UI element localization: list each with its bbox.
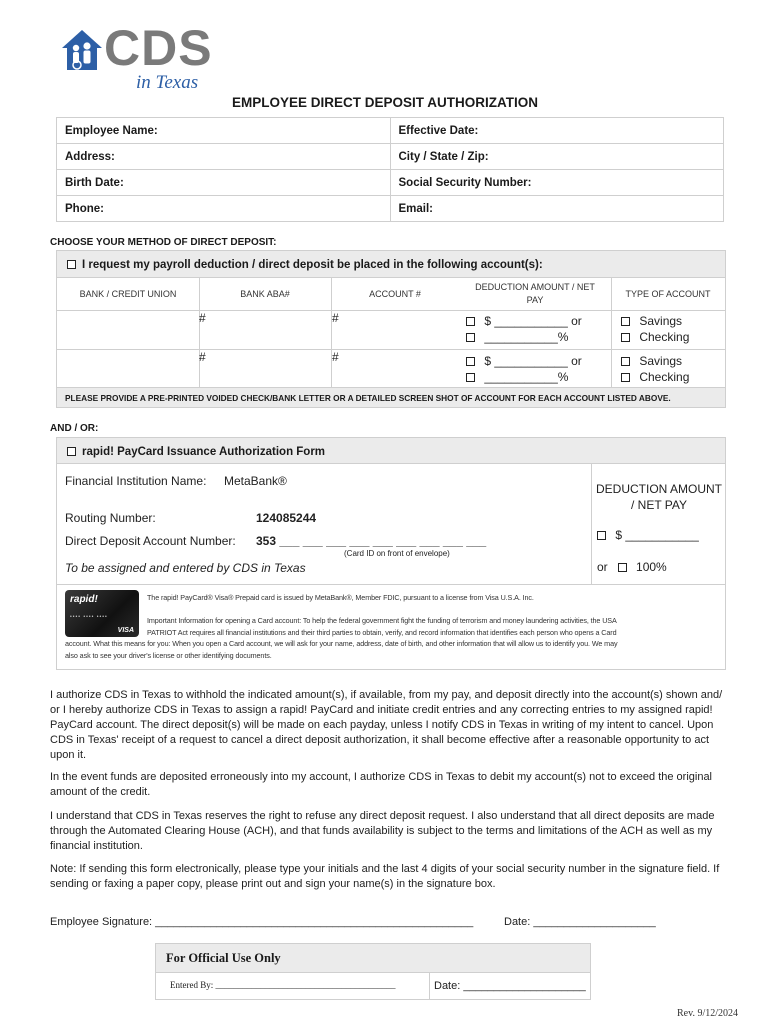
aba-row1[interactable] xyxy=(199,311,206,325)
percent-line: ___________% xyxy=(484,370,569,384)
checking-checkbox[interactable] xyxy=(621,373,630,382)
checking-checkbox[interactable] xyxy=(621,333,630,342)
savings-row1 xyxy=(621,314,682,328)
ssn-field[interactable]: Social Security Number: xyxy=(390,170,724,196)
employee-name-field[interactable]: Employee Name: xyxy=(57,118,391,144)
erroneous-funds-paragraph: In the event funds are deposited erroneously into my account, I authorize CDS in Texas to debit my account(s) not to exceed the original amount of the credit. xyxy=(50,771,713,798)
legal-patriot-text-4: also ask to see your driver's license or other identifying documents. xyxy=(65,650,272,660)
assigned-note: To be assigned and entered by CDS in Texas xyxy=(65,561,306,575)
cds-logo xyxy=(60,22,230,94)
account-row1[interactable] xyxy=(332,311,339,325)
signature-note-paragraph: Note: If sending this form electronically, please type your initials and the last 4 digits of your social security number in the signature field. If sending or faxing a paper copy, please print out and sign your name(s) in the signature box. xyxy=(50,863,720,890)
col-divider xyxy=(611,278,612,387)
effective-date-field[interactable]: Effective Date: xyxy=(390,118,724,144)
paycard-deduction-label: DEDUCTION AMOUNT / NET PAY xyxy=(596,482,722,512)
financial-institution-label: Financial Institution Name: xyxy=(65,474,207,488)
entered-by-field[interactable]: Entered By: ________________________________________ xyxy=(170,980,396,990)
direct-deposit-label: I request my payroll deduction / direct deposit be placed in the following account(s): xyxy=(82,259,543,271)
checking-label: Checking xyxy=(639,330,690,344)
aba-hash: # xyxy=(199,350,206,364)
form-title: EMPLOYEE DIRECT DEPOSIT AUTHORIZATION xyxy=(231,95,538,110)
card-visa-logo: VISA xyxy=(117,627,134,634)
method-heading: CHOOSE YOUR METHOD OF DIRECT DEPOSIT: xyxy=(50,237,277,248)
paycard-checkbox[interactable] xyxy=(67,447,76,456)
employee-info-table xyxy=(56,117,724,222)
checking-row2 xyxy=(621,370,689,384)
paycard-image xyxy=(65,590,139,637)
address-field[interactable]: Address: xyxy=(57,144,391,170)
official-date-field[interactable]: Date: ____________________ xyxy=(434,980,586,992)
amount-line: $ ___________ or xyxy=(484,354,582,368)
card-number-placeholder: •••• •••• •••• xyxy=(70,614,108,620)
col-bank-credit-union: BANK / CREDIT UNION xyxy=(79,289,177,299)
aba-hash: # xyxy=(199,311,206,325)
routing-number-label: Routing Number: xyxy=(65,511,156,525)
amount-checkbox[interactable] xyxy=(466,317,475,326)
house-family-icon xyxy=(60,28,104,72)
amount-checkbox[interactable] xyxy=(466,357,475,366)
deposit-footer-note: PLEASE PROVIDE A PRE-PRINTED VOIDED CHECK/BANK LETTER OR A DETAILED SCREEN SHOT OF ACCOUNT FOR EACH ACCOUNT LISTED ABOVE. xyxy=(57,387,725,407)
account-hash: # xyxy=(332,311,339,325)
official-use-box xyxy=(155,943,591,1000)
legal-patriot-text-1: Important Information for opening a Card account: To help the federal government fight the funding of terrorism and money laundering activities, the USA xyxy=(147,616,617,625)
legal-patriot-text-3: account. What this means for you: When you open a Card account, we will ask for your name, address, date of birth, and other information that will allow us to identify you. We may xyxy=(65,639,618,648)
signature-date-field[interactable]: Date: ____________________ xyxy=(504,916,656,928)
employee-signature-field[interactable]: Employee Signature: ____________________________________________________ xyxy=(50,916,474,928)
hundred-label: 100% xyxy=(636,560,667,574)
financial-institution-value: MetaBank® xyxy=(224,474,287,488)
routing-number-value: 124085244 xyxy=(256,511,317,525)
ach-paragraph: I understand that CDS in Texas reserves the right to refuse any direct deposit request. I also understand that all direct deposits are made through the Automated Clearing House (ACH), and that funds availability is subject to the terms and limitations of the ACH as well as my financial institution. xyxy=(50,810,715,852)
city-state-zip-field[interactable]: City / State / Zip: xyxy=(390,144,724,170)
aba-row2[interactable] xyxy=(199,350,206,364)
email-field[interactable]: Email: xyxy=(390,196,724,222)
row-divider xyxy=(57,310,725,311)
col-bank-aba: BANK ABA# xyxy=(240,289,290,299)
savings-label: Savings xyxy=(639,314,683,328)
paycard-label: rapid! PayCard Issuance Authorization Form xyxy=(82,446,326,458)
savings-row2 xyxy=(621,354,682,368)
paycard-section xyxy=(56,437,726,670)
row-divider xyxy=(57,349,725,350)
paycard-dollar-row xyxy=(597,528,699,542)
official-use-header: For Official Use Only xyxy=(156,944,590,973)
phone-field[interactable]: Phone: xyxy=(57,196,391,222)
legal-patriot-text-2: PATRIOT Act requires all financial institutions and their third parties to obtain, verify, and record information that identifies each person who opens a Card xyxy=(147,627,617,637)
authorization-paragraph: I authorize CDS in Texas to withhold the indicated amount(s), if available, from my pay, and deposit directly into the account(s) shown and/ or I hereby authorize CDS in Texas to assign a rapid! PayCard and initiate credit entries and any correcting entries to my assigned rapid! PayCard account. The direct deposit(s) will be made on each payday, unless I notify CDS in Texas in writing of my intent to cancel. Upon CDS in Texas' receipt of a request to cancel a direct deposit authorization, it shall become effective after a reasonable opportunity to act upon it. xyxy=(50,689,723,761)
col-divider xyxy=(199,278,200,387)
direct-deposit-section xyxy=(56,250,726,408)
account-number-label: Direct Deposit Account Number: xyxy=(65,534,236,548)
amount-line: $ ___________ or xyxy=(484,314,582,328)
account-number-value[interactable]: 353 ___ ___ ___ ___ ___ ___ ___ ___ ___ xyxy=(256,534,487,548)
paycard-dollar-checkbox[interactable] xyxy=(597,531,606,540)
paycard-100-checkbox[interactable] xyxy=(618,563,627,572)
paycard-col-divider xyxy=(591,464,592,584)
col-divider xyxy=(331,278,332,387)
percent-checkbox[interactable] xyxy=(466,373,475,382)
paycard-dollar-line: $ ___________ xyxy=(615,528,699,542)
col-deduction-amount: DEDUCTION AMOUNT / NET PAY xyxy=(475,282,595,305)
logo-brand: CDS xyxy=(104,20,213,76)
col-account-type: TYPE OF ACCOUNT xyxy=(625,289,711,299)
savings-checkbox[interactable] xyxy=(621,317,630,326)
card-id-note: (Card ID on front of envelope) xyxy=(344,549,450,558)
paycard-row-divider xyxy=(57,584,725,585)
amount-row2 xyxy=(466,354,582,368)
paycard-percent-row xyxy=(597,560,667,574)
amount-row1 xyxy=(466,314,582,328)
percent-line: ___________% xyxy=(484,330,569,344)
and-or-heading: AND / OR: xyxy=(50,423,99,434)
birth-date-field[interactable]: Birth Date: xyxy=(57,170,391,196)
card-logo: rapid! xyxy=(70,594,98,605)
account-row2[interactable] xyxy=(332,350,339,364)
col-account-number: ACCOUNT # xyxy=(369,289,421,299)
percent-checkbox[interactable] xyxy=(466,333,475,342)
official-col-divider xyxy=(429,973,430,999)
paycard-header xyxy=(57,438,725,464)
direct-deposit-header xyxy=(57,251,725,278)
direct-deposit-checkbox[interactable] xyxy=(67,260,76,269)
percent-row2 xyxy=(466,370,568,384)
checking-label: Checking xyxy=(639,370,690,384)
percent-row1 xyxy=(466,330,568,344)
savings-label: Savings xyxy=(639,354,683,368)
revision-date: Rev. 9/12/2024 xyxy=(676,1008,738,1019)
logo-tagline: in Texas xyxy=(136,72,199,93)
savings-checkbox[interactable] xyxy=(621,357,630,366)
checking-row1 xyxy=(621,330,689,344)
legal-issuer-text: The rapid! PayCard® Visa® Prepaid card is issued by MetaBank®, Member FDIC, pursuant to a license from Visa U.S.A. Inc. xyxy=(147,593,534,602)
or-label: or xyxy=(597,560,608,574)
account-hash: # xyxy=(332,350,339,364)
